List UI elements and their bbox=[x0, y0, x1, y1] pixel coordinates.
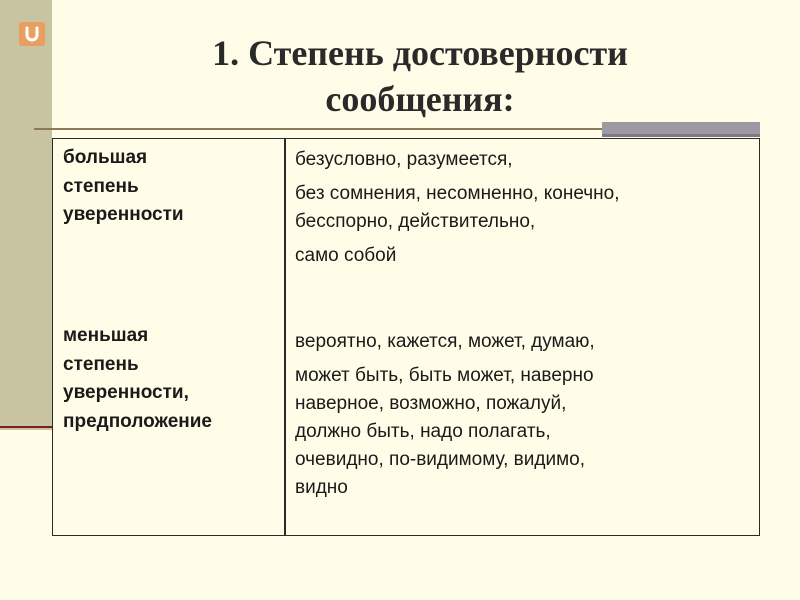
table-row-1-words bbox=[295, 146, 755, 270]
side-bar-edge-line bbox=[0, 426, 52, 428]
table-row-2-words bbox=[295, 328, 755, 502]
category-line: уверенности bbox=[63, 204, 184, 225]
words-line: бесспорно, действительно, bbox=[295, 211, 536, 232]
words-line: безусловно, разумеется, bbox=[295, 149, 513, 170]
words-line: может быть, быть может, наверно bbox=[295, 365, 594, 386]
decorative-gray-bar-shadow bbox=[602, 134, 760, 137]
slide-title-line-1: 1. Степень достоверности bbox=[212, 33, 628, 73]
words-line: очевидно, по-видимому, видимо, bbox=[295, 449, 585, 470]
words-line: вероятно, кажется, может, думаю, bbox=[295, 331, 595, 352]
words-line: без сомнения, несомненно, конечно, bbox=[295, 183, 620, 204]
decorative-side-bar bbox=[0, 0, 52, 430]
words-line: наверное, возможно, пожалуй, bbox=[295, 393, 567, 414]
decorative-gray-bar bbox=[602, 122, 760, 134]
category-line: меньшая bbox=[63, 325, 149, 346]
category-line: предположение bbox=[63, 410, 213, 432]
words-line: само собой bbox=[295, 245, 397, 266]
category-line: степень bbox=[63, 353, 139, 375]
words-line: должно быть, надо полагать, bbox=[295, 421, 551, 442]
words-line: видно bbox=[295, 477, 348, 498]
u-shaped-logo-icon bbox=[19, 22, 45, 46]
table-row-1-category bbox=[63, 144, 278, 230]
category-line: степень bbox=[63, 175, 139, 197]
category-line: большая bbox=[63, 147, 148, 168]
table-column-divider bbox=[284, 138, 286, 536]
slide-title bbox=[60, 30, 780, 122]
table-row-2-category bbox=[63, 322, 278, 436]
category-line: уверенности, bbox=[63, 382, 189, 403]
slide-title-line-2: сообщения: bbox=[325, 79, 515, 119]
